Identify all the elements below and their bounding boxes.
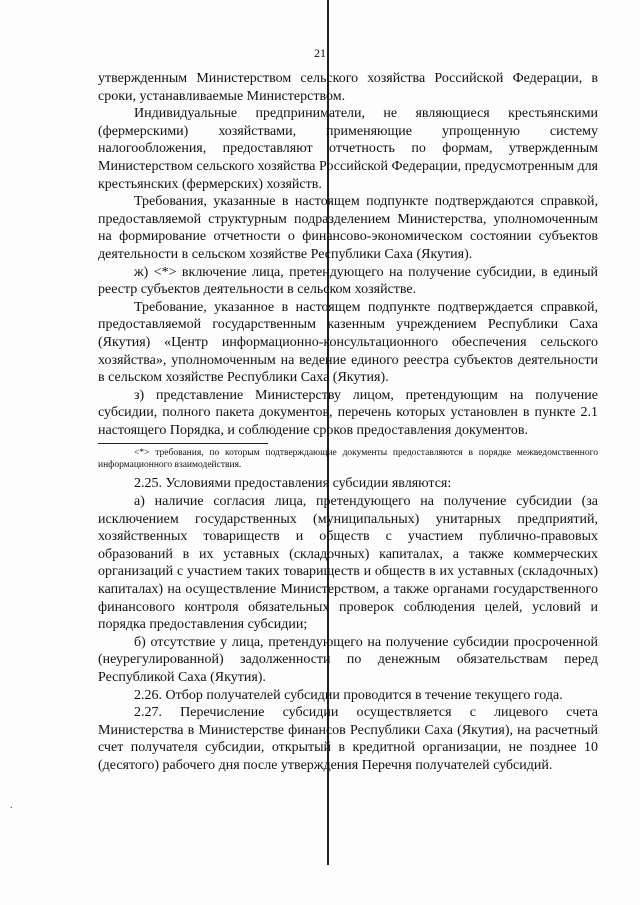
stray-mark: . [10,800,13,811]
paragraph: ж) <*> включение лица, претендующего на получение субсидии, в единый реестр субъектов деятельности в сельском хозяйстве. [98,264,598,298]
paragraph: Требования, указанные в настоящем подпункте подтверждаются справкой, предоставляемой структурным подразделением Министерства, уполномоченным на формирование отчетности о финансово-экономическом состоянии субъектов деятельности в сельском хозяйстве Республики Саха (Якутия). [98,194,598,262]
paragraph: 2.27. Перечисление субсидии осуществляется с лицевого счета Министерства в Министерстве финансов Республики Саха (Якутия), на расчетный счет получателя субсидии, открытый в кредитной организации, не позднее 10 (десятого) рабочего дня после утверждения Перечня получателей субсидий. [98,705,598,773]
paragraph: б) отсутствие у лица, претендующего на получение субсидии просроченной (неурегулированной) задолженности по денежным обязательствам перед Республикой Саха (Якутия). [98,634,598,685]
paragraph: а) наличие согласия лица, претендующего на получение субсидии (за исключением государственных (муниципальных) унитарных предприятий, хозяйственных товариществ и обществ с участием публично-правовых образований в их уставных (складочных) капиталах, а также коммерческих организаций с участием таких товариществ и обществ в их уставных (складочных) капиталах) на осуществление Министерством, а также органами государственного финансового контроля обязательных проверок соблюдения целей, условий и порядка предоставления субсидии; [98,494,598,633]
paragraph: з) представление Министерству лицом, претендующим на получение субсидии, полного пакета документов, перечень которых установлен в пункте 2.1 настоящего Порядка, и соблюдение сроков предоставления документов. [98,387,598,438]
page-number: 21 [314,46,326,60]
document-body [98,70,598,775]
paragraph: 2.26. Отбор получателей субсидии проводится в течение текущего года. [134,687,563,703]
paragraph: Требование, указанное в настоящем подпункте подтверждается справкой, предоставляемой государственным казенным учреждением Республики Саха (Якутия) «Центр информационно-консультационного обеспечения сельского хозяйства», уполномоченным на ведение единого реестра субъектов деятельности в сельском хозяйстве Республики Саха (Якутия). [98,299,598,386]
paragraph: Индивидуальные предприниматели, не являющиеся крестьянскими (фермерскими) хозяйствами, применяющие упрощенную систему налогообложения, предоставляют отчетность по формам, утвержденным Министерством сельского хозяйства Российской Федерации, предусмотренным для крестьянских (фермерских) хозяйств. [98,106,598,192]
paragraph: 2.25. Условиями предоставления субсидии являются: [134,476,452,492]
footnote-separator [98,443,268,444]
paragraph: утвержденным Министерством сельского хозяйства Российской Федерации, в сроки, устанавливаемые Министерством. [98,71,598,104]
footnote: <*> требования, по которым подтверждающие документы предоставляются в порядке межведомственного информационного взаимодействия. [98,448,598,471]
